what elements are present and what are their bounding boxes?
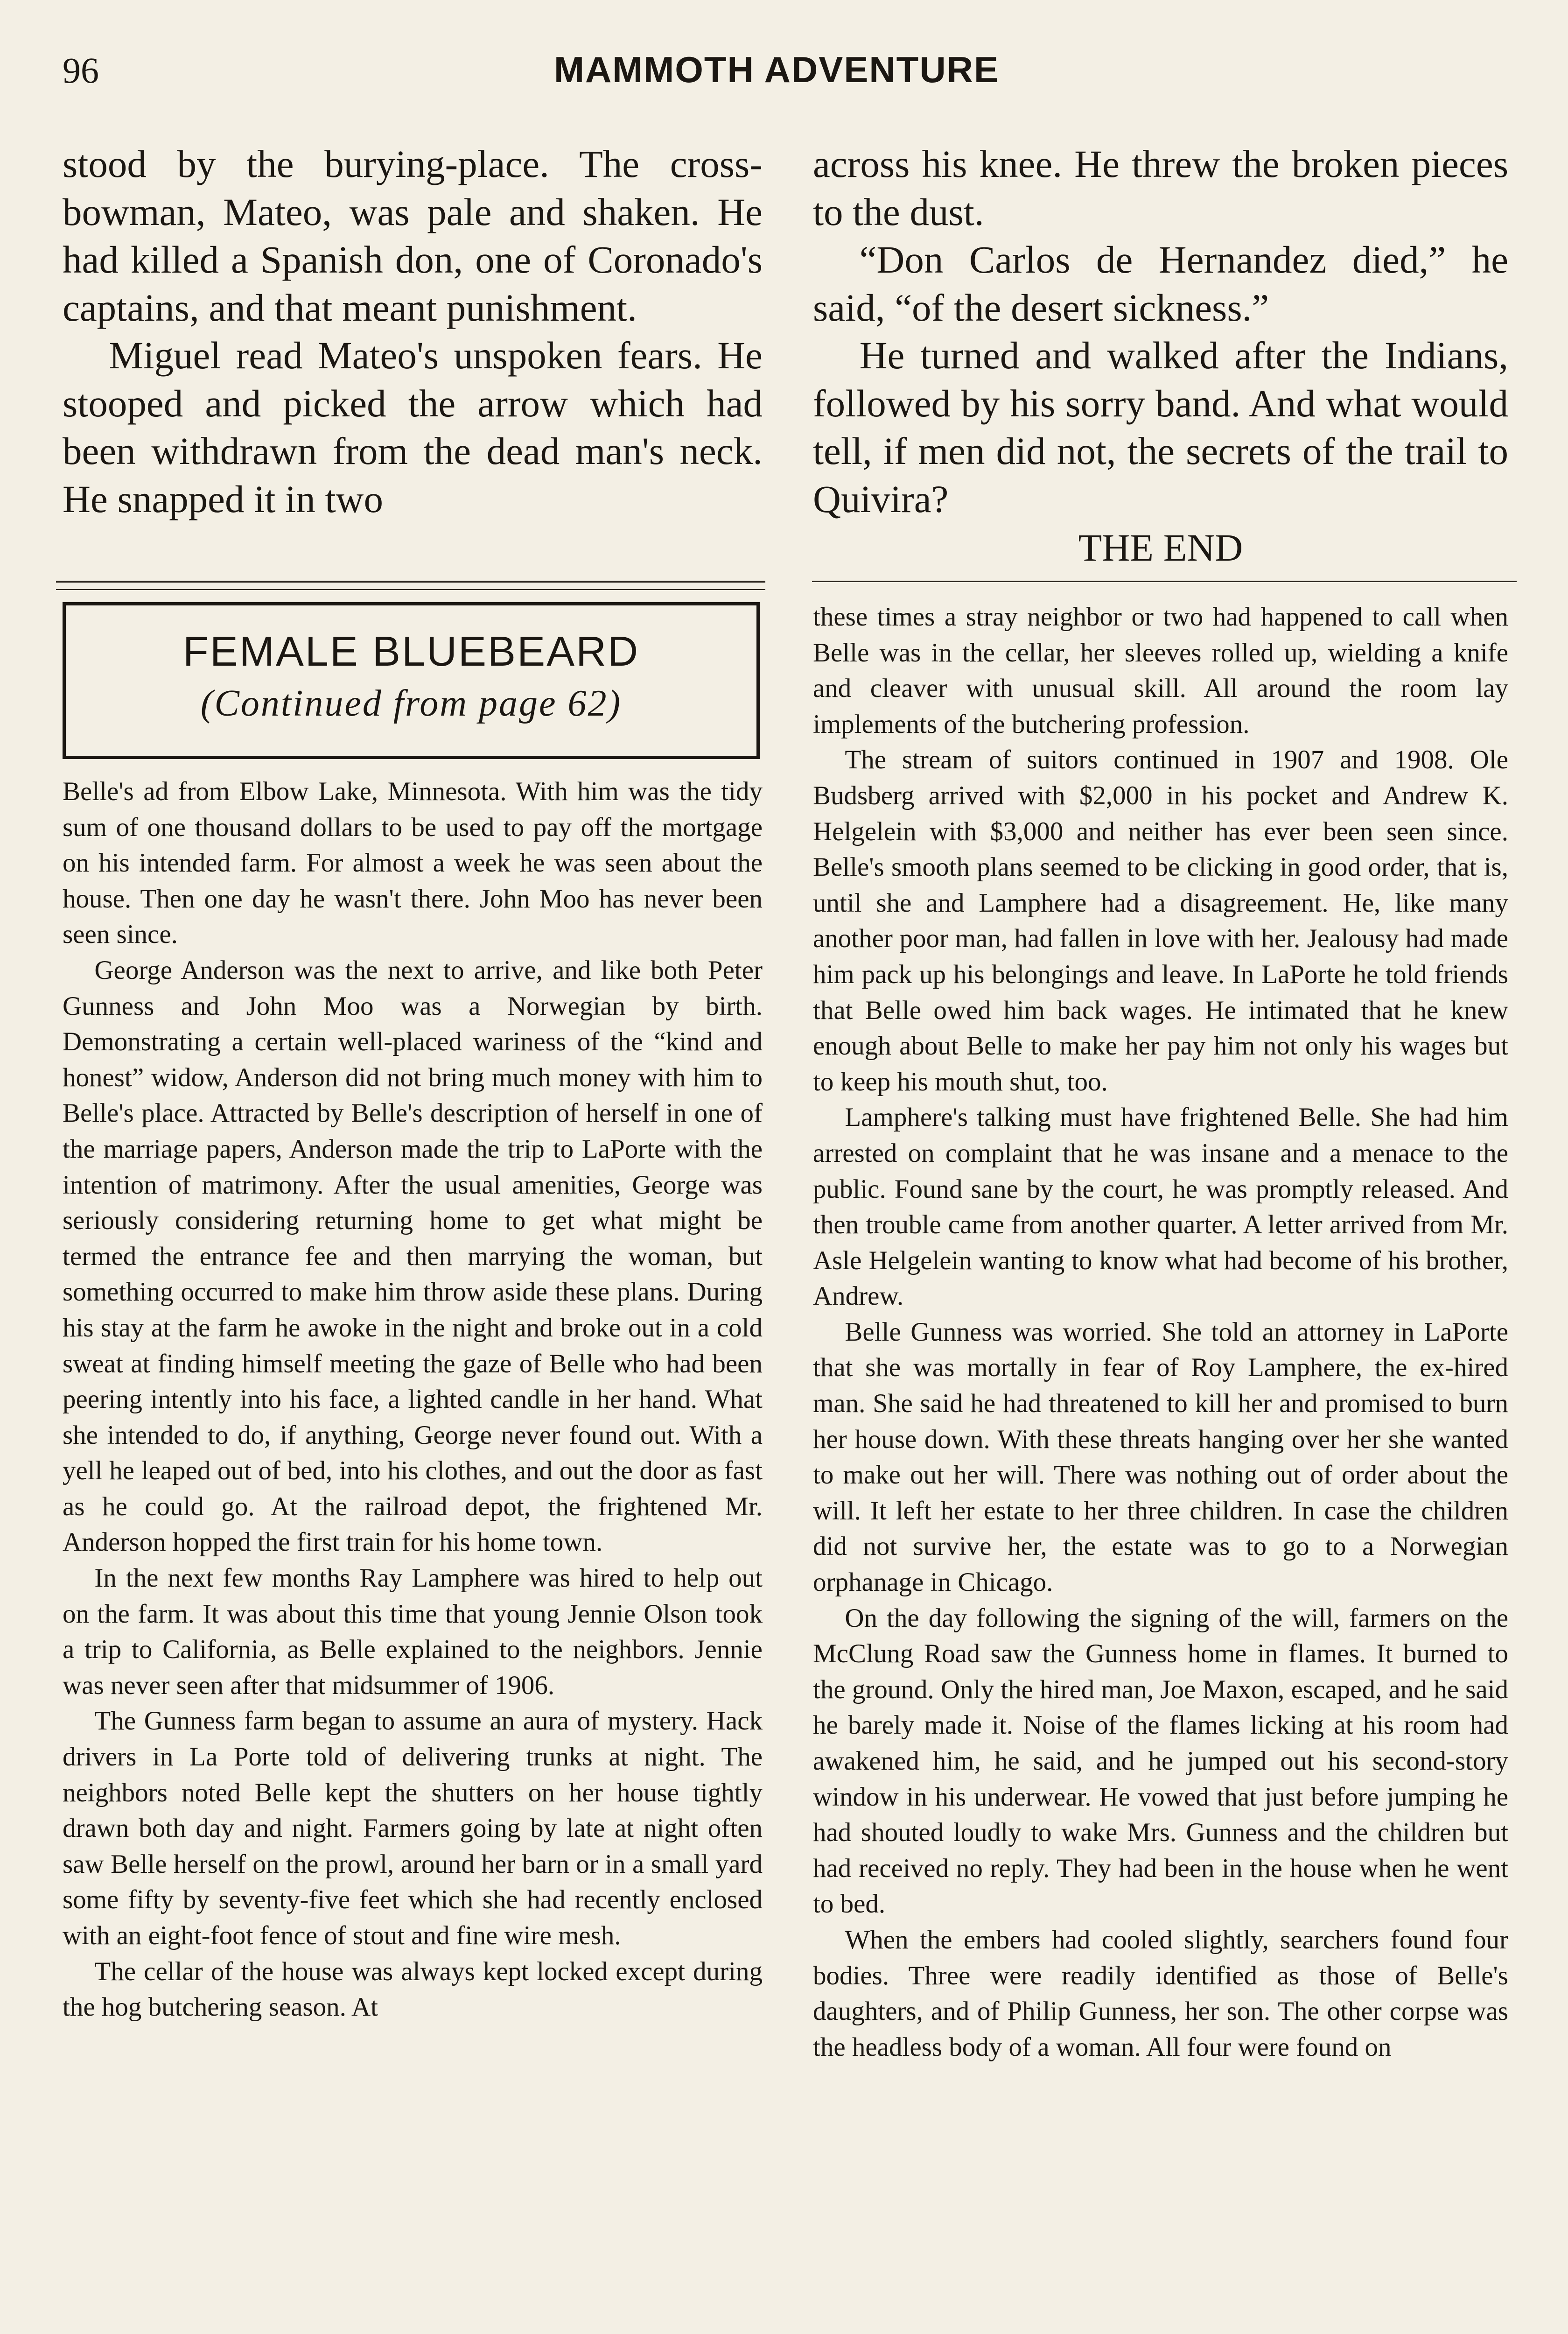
paragraph: He turned and walked after the Indians, followed by his sorry band. And what would tell, if men did not, the secrets of the trail to Quivira?	[813, 334, 1508, 520]
running-head: MAMMOTH ADVENTURE	[553, 49, 1000, 90]
paragraph: The stream of suitors continued in 1907 and 1908. Ole Budsberg arrived with $2,000 in his pocket and Andrew K. Helgelein with $3,000 and neither has ever been seen since. Belle's smooth plans seemed to be clicking in good order, that is, until she and Lamphere had a disagreement. He, like many another poor man, had fallen in love with her. Jealousy had made him pack up his belongings and leave. In LaPorte he told friends that Belle owed him back wages. He intimated that he knew enough about Belle to make her pay him not only his wages but to keep his mouth shut, too.	[813, 745, 1508, 1097]
paragraph: Miguel read Mateo's unspoken fears. He stooped and picked the arrow which had been withdrawn from the dead man's neck. He snapped it in two	[63, 334, 763, 520]
section-divider	[812, 581, 1517, 582]
story-ending-right-column	[813, 140, 1508, 572]
paragraph: across his knee. He threw the broken pieces to the dust.	[813, 142, 1508, 233]
feature-title-box	[63, 602, 760, 759]
paragraph: In the next few months Ray Lamphere was hired to help out on the farm. It was about this time that young Jennie Olson took a trip to California, as Belle explained to the neighbors. Jennie was never seen after that midsummer of 1906.	[63, 1563, 763, 1700]
the-end-label: THE END	[1078, 526, 1243, 569]
story-ending-left-column	[63, 140, 763, 523]
page-number: 96	[63, 50, 99, 91]
paragraph: stood by the burying-place. The cross-bowman, Mateo, was pale and shaken. He had killed a Spanish don, one of Coronado's captains, and that meant punishment.	[63, 142, 763, 329]
section-divider	[56, 589, 765, 590]
paragraph: “Don Carlos de Hernandez died,” he said, “of the desert sickness.”	[813, 238, 1508, 329]
paragraph: Belle Gunness was worried. She told an attorney in LaPorte that she was mortally in fear of Roy Lamphere, the ex-hired man. She said he had threatened to kill her and promised to burn her house down. With these threats hanging over her she wanted to make out her will. There was nothing out of order about the will. It left her estate to her three children. In case the children did not survive her, the estate was to go to a Norwegian orphanage in Chicago.	[813, 1317, 1508, 1597]
paragraph: Lamphere's talking must have frightened Belle. She had him arrested on complaint that he was insane and a menace to the public. Found sane by the court, he was promptly released. And then trouble came from another quarter. A letter arrived from Mr. Asle Helgelein wanting to know what had become of his brother, Andrew.	[813, 1103, 1508, 1311]
paragraph: The Gunness farm began to assume an aura of mystery. Hack drivers in La Porte told of delivering trunks at night. The neighbors noted Belle kept the shutters on her house tightly drawn both day and night. Farmers going by late at night often saw Belle herself on the prowl, around her barn or in a small yard some fifty by seventy-five feet which she had recently enclosed with an eight-foot fence of stout and fine wire mesh.	[63, 1706, 763, 1950]
paragraph: George Anderson was the next to arrive, and like both Peter Gunness and John Moo was a Norwegian by birth. Demonstrating a certain well-placed wariness of the “kind and honest” widow, Anderson did not bring much money with him to Belle's place. Attracted by Belle's description of herself in one of the marriage papers, Anderson made the trip to LaPorte with the intention of matrimony. After the usual amenities, George was seriously considering returning home to get what might be termed the entrance fee and then marrying the woman, but something occurred to make him throw aside these plans. During his stay at the farm he awoke in the night and broke out in a cold sweat at finding himself meeting the gaze of Belle who had been peering intently into his face, a lighted candle in her hand. What she intended to do, if anything, George never found out. With a yell he leaped out of bed, into his clothes, and out the door as fast as he could go. At the railroad depot, the frightened Mr. Anderson hopped the first train for his home town.	[63, 955, 763, 1557]
feature-title: FEMALE BLUEBEARD	[182, 628, 640, 675]
feature-left-column	[63, 774, 763, 2025]
section-divider	[56, 581, 765, 583]
paragraph: On the day following the signing of the will, farmers on the McClung Road saw the Gunness home in flames. It burned to the ground. Only the hired man, Joe Maxon, escaped, and he said he barely made it. Noise of the flames licking at his room had awakened him, he said, and he jumped out his second-story window in his underwear. He vowed that just before jumping he had shouted loudly to wake Mrs. Gunness and the children but had received no reply. They had been in the house when he went to bed.	[813, 1603, 1508, 1919]
feature-right-column	[813, 599, 1508, 2065]
paragraph: The cellar of the house was always kept locked except during the hog butchering season. At	[63, 1956, 763, 2022]
paragraph: Belle's ad from Elbow Lake, Minnesota. With him was the tidy sum of one thousand dollars to be used to pay off the mortgage on his intended farm. For almost a week he was seen about the house. Then one day he wasn't there. John Moo has never been seen since.	[63, 777, 763, 949]
page-header	[63, 45, 1491, 101]
paragraph: these times a stray neighbor or two had happened to call when Belle was in the cellar, her sleeves rolled up, wielding a knife and cleaver with unusual skill. All around the room lay implements of the butchering profession.	[813, 602, 1508, 739]
feature-continuation-note: (Continued from page 62)	[200, 683, 622, 724]
paragraph: When the embers had cooled slightly, searchers found four bodies. Three were readily identified as those of Belle's daughters, and of Philip Gunness, her son. The other corpse was the headless body of a woman. All four were found on	[813, 1925, 1508, 2062]
